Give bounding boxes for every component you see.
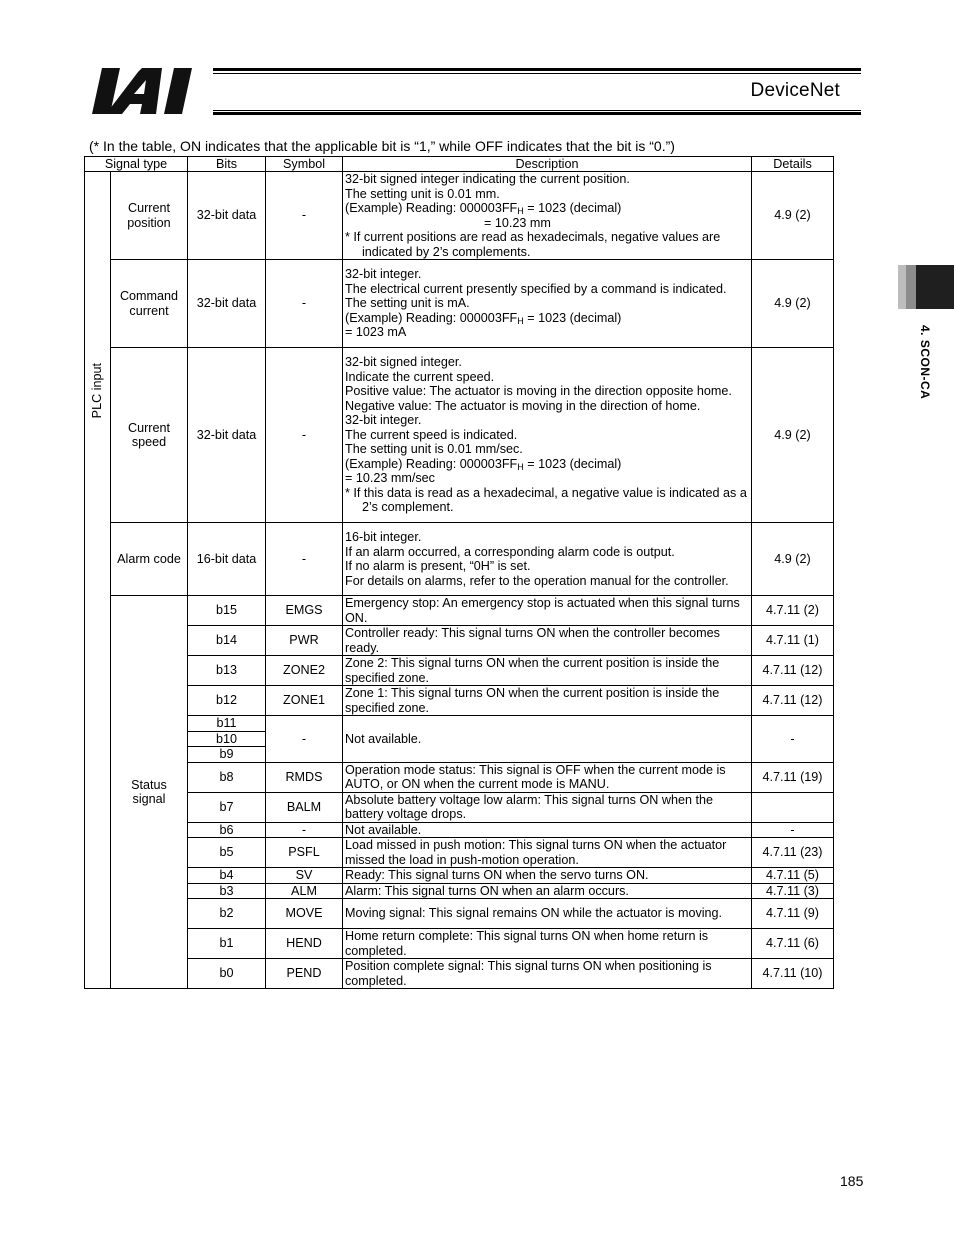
col-details: Details [752,157,834,172]
col-signal-type: Signal type [85,157,188,172]
bits-cell: b11 [188,716,266,732]
symbol-cell: PSFL [266,838,343,868]
details-cell: 4.7.11 (23) [752,838,834,868]
symbol-cell: - [266,348,343,523]
symbol-cell: HEND [266,929,343,959]
symbol-cell: - [266,822,343,838]
table-row [85,686,834,716]
bits-cell: b6 [188,822,266,838]
signal-table [84,156,834,989]
table-row [85,883,834,899]
details-cell: 4.7.11 (19) [752,762,834,792]
table-row [85,838,834,868]
bits-cell: 32-bit data [188,348,266,523]
table-row [85,792,834,822]
symbol-cell: ZONE2 [266,656,343,686]
bits-cell: 16-bit data [188,523,266,596]
description-cell: Zone 1: This signal turns ON when the current position is inside the specified zone. [343,686,752,716]
bits-cell: b1 [188,929,266,959]
symbol-cell: ALM [266,883,343,899]
table-row [85,596,834,626]
description-cell: 16-bit integer. If an alarm occurred, a corresponding alarm code is output. If no alarm is present, “0H” is set. For details on alarms, refer to the operation manual for the controller. [343,523,752,596]
description-cell: Home return complete: This signal turns ON when home return is completed. [343,929,752,959]
bits-cell: b13 [188,656,266,686]
description-cell: Ready: This signal turns ON when the servo turns ON. [343,868,752,884]
bits-cell: b9 [188,747,266,763]
details-cell: 4.7.11 (5) [752,868,834,884]
details-cell: 4.9 (2) [752,260,834,348]
bits-cell: b7 [188,792,266,822]
signal-type-cell: Current position [111,172,188,260]
table-row [85,929,834,959]
symbol-cell: - [266,260,343,348]
details-cell: 4.7.11 (9) [752,899,834,929]
bits-cell: b10 [188,731,266,747]
details-cell: 4.7.11 (2) [752,596,834,626]
table-row [85,822,834,838]
bits-cell: b5 [188,838,266,868]
description-cell: Controller ready: This signal turns ON when the controller becomes ready. [343,626,752,656]
bits-cell: b0 [188,959,266,989]
table-row [85,716,834,732]
table-row [85,899,834,929]
description-cell: Not available. [343,716,752,763]
details-cell: 4.7.11 (10) [752,959,834,989]
col-bits: Bits [188,157,266,172]
details-cell: 4.7.11 (12) [752,686,834,716]
signal-type-cell: Alarm code [111,523,188,596]
details-cell: 4.9 (2) [752,523,834,596]
description-cell: Position complete signal: This signal turns ON when positioning is completed. [343,959,752,989]
col-description: Description [343,157,752,172]
details-cell: - [752,822,834,838]
symbol-cell: RMDS [266,762,343,792]
bits-cell: 32-bit data [188,260,266,348]
bits-cell: b3 [188,883,266,899]
table-row [85,959,834,989]
table-row [85,626,834,656]
chapter-tab [898,265,954,309]
details-cell: 4.7.11 (6) [752,929,834,959]
table-row [85,172,834,260]
signal-type-cell: Current speed [111,348,188,523]
description-cell: Operation mode status: This signal is OFF when the current mode is AUTO, or ON when the current mode is MANU. [343,762,752,792]
description-cell: 32-bit signed integer indicating the current position. The setting unit is 0.01 mm. (Example) Reading: $000003FF_H = 1023$ (decimal) = 10.23 mm * If current positions are read as hexadecimals, negative values are indicated by 2’s complements. [343,172,752,260]
col-symbol: Symbol [266,157,343,172]
bits-cell: b14 [188,626,266,656]
product-name: DeviceNet [750,80,840,101]
status-signal-cell: Status signal [111,596,188,989]
symbol-cell: BALM [266,792,343,822]
symbol-cell: - [266,172,343,260]
table-row [85,260,834,348]
bits-cell: b8 [188,762,266,792]
symbol-cell: SV [266,868,343,884]
bits-cell: b4 [188,868,266,884]
details-cell: 4.7.11 (1) [752,626,834,656]
iai-logo [92,66,210,116]
description-cell: Zone 2: This signal turns ON when the current position is inside the specified zone. [343,656,752,686]
bits-cell: b2 [188,899,266,929]
table-header-row [85,157,834,172]
symbol-cell: ZONE1 [266,686,343,716]
details-cell: 4.9 (2) [752,348,834,523]
description-cell: 32-bit integer. The electrical current presently specified by a command is indicated. The setting unit is mA. (Example) Reading: $000003FF_H = 1023$ (decimal) = 1023 mA [343,260,752,348]
table-row [85,656,834,686]
table-row [85,868,834,884]
description-cell: Alarm: This signal turns ON when an alarm occurs. [343,883,752,899]
table-row [85,348,834,523]
symbol-cell: - [266,523,343,596]
bits-cell: b15 [188,596,266,626]
chapter-label: 4. SCON-CA [918,325,932,400]
bits-cell: b12 [188,686,266,716]
plc-input-group [85,172,111,989]
details-cell: 4.7.11 (12) [752,656,834,686]
plc-input-label: PLC input [90,363,105,419]
symbol-cell: EMGS [266,596,343,626]
symbol-cell: MOVE [266,899,343,929]
details-cell: 4.7.11 (3) [752,883,834,899]
description-cell: Emergency stop: An emergency stop is actuated when this signal turns ON. [343,596,752,626]
table-row [85,523,834,596]
symbol-cell: PEND [266,959,343,989]
bits-cell: 32-bit data [188,172,266,260]
details-cell: - [752,716,834,763]
symbol-cell: PWR [266,626,343,656]
page-number: 185 [840,1173,864,1189]
table-note: (* In the table, ON indicates that the applicable bit is “1,” while OFF indicates that the bit is “0.”) [89,138,675,154]
details-cell [752,792,834,822]
description-cell: Not available. [343,822,752,838]
description-cell: Load missed in push motion: This signal turns ON when the actuator missed the load in push-motion operation. [343,838,752,868]
description-cell: Moving signal: This signal remains ON while the actuator is moving. [343,899,752,929]
table-row [85,762,834,792]
description-cell: 32-bit signed integer. Indicate the current speed. Positive value: The actuator is moving in the direction opposite home. Negative value: The actuator is moving in the direction of home. 32-bit integer. The current speed is indicated. The setting unit is 0.01 mm/sec. (Example) Reading: $000003FF_H = 1023$ (decimal) = 10.23 mm/sec * If this data is read as a hexadecimal, a negative value is indicated as a 2’s complement. [343,348,752,523]
signal-type-cell: Command current [111,260,188,348]
symbol-cell: - [266,716,343,763]
description-cell: Absolute battery voltage low alarm: This signal turns ON when the battery voltage drops. [343,792,752,822]
details-cell: 4.9 (2) [752,172,834,260]
